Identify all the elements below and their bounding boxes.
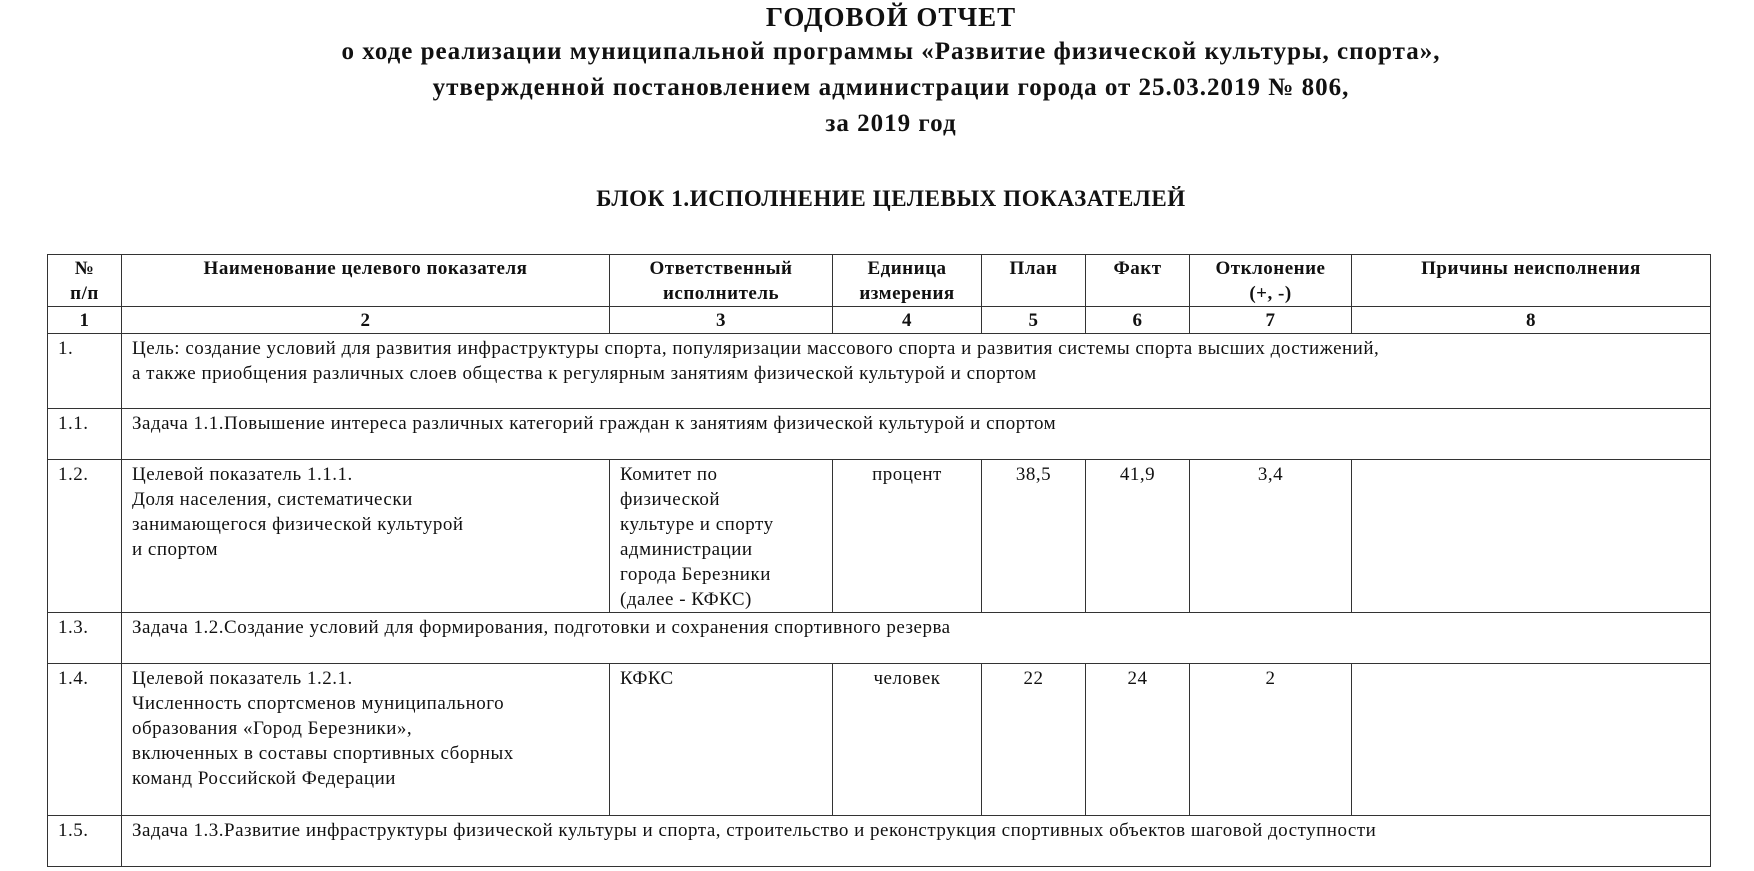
goal-text: Цель: создание условий для развития инфраструктуры спорта, популяризации массового спорта и развития системы спорта высших достижений, а также приобщения различных слоев общества к регулярным занятиям физической культурой и спортом <box>122 334 1711 409</box>
row-number: 1.2. <box>48 460 122 613</box>
indicator-plan: 22 <box>982 664 1086 816</box>
column-number: 3 <box>610 307 833 334</box>
indicator-fact: 24 <box>1086 664 1190 816</box>
row-number: 1.1. <box>48 409 122 460</box>
row-number: 1.5. <box>48 816 122 867</box>
report-subtitle-line-1: о ходе реализации муниципальной программы «Развитие физической культуры, спорта», <box>341 38 1441 65</box>
table-row-indicator <box>48 460 1711 613</box>
table-row-task <box>48 816 1711 867</box>
report-title: ГОДОВОЙ ОТЧЕТ <box>765 2 1017 32</box>
col-header-indicator-name: Наименование целевого показателя <box>122 255 610 307</box>
col-header-unit: Единица измерения <box>833 255 982 307</box>
indicators-table <box>47 254 1711 867</box>
table-row-indicator <box>48 664 1711 816</box>
column-number: 1 <box>48 307 122 334</box>
col-header-plan: План <box>982 255 1086 307</box>
column-number: 5 <box>982 307 1086 334</box>
col-header-number: № п/п <box>48 255 122 307</box>
col-header-deviation: Отклонение (+, -) <box>1190 255 1352 307</box>
column-number: 6 <box>1086 307 1190 334</box>
report-subtitle-line-2: утвержденной постановлением администрации города от 25.03.2019 № 806, <box>432 74 1350 101</box>
row-number: 1.4. <box>48 664 122 816</box>
column-numbers-row <box>48 307 1711 334</box>
col-header-executor: Ответственный исполнитель <box>610 255 833 307</box>
column-number: 8 <box>1352 307 1711 334</box>
indicator-executor: КФКС <box>610 664 833 816</box>
indicator-deviation: 3,4 <box>1190 460 1352 613</box>
column-number: 7 <box>1190 307 1352 334</box>
row-number: 1.3. <box>48 613 122 664</box>
table-row-task <box>48 613 1711 664</box>
indicator-unit: человек <box>833 664 982 816</box>
indicator-name: Целевой показатель 1.1.1. Доля населения, систематически занимающегося физической культурой и спортом <box>122 460 610 613</box>
indicator-reasons <box>1352 460 1711 613</box>
task-text: Задача 1.1.Повышение интереса различных категорий граждан к занятиям физической культурой и спортом <box>122 409 1711 460</box>
col-header-reasons: Причины неисполнения <box>1352 255 1711 307</box>
column-number: 2 <box>122 307 610 334</box>
task-text: Задача 1.2.Создание условий для формирования, подготовки и сохранения спортивного резерва <box>122 613 1711 664</box>
indicator-fact: 41,9 <box>1086 460 1190 613</box>
column-number: 4 <box>833 307 982 334</box>
col-header-fact: Факт <box>1086 255 1190 307</box>
report-header <box>0 0 1754 142</box>
table-row-task <box>48 409 1711 460</box>
indicator-name: Целевой показатель 1.2.1. Численность спортсменов муниципального образования «Город Березники», включенных в составы спортивных сборных команд Российской Федерации <box>122 664 610 816</box>
indicator-reasons <box>1352 664 1711 816</box>
table-header-row <box>48 255 1711 307</box>
indicator-plan: 38,5 <box>982 460 1086 613</box>
indicator-deviation: 2 <box>1190 664 1352 816</box>
report-subtitle-line-3: за 2019 год <box>825 110 957 137</box>
indicator-unit: процент <box>833 460 982 613</box>
row-number: 1. <box>48 334 122 409</box>
block-title: БЛОК 1.ИСПОЛНЕНИЕ ЦЕЛЕВЫХ ПОКАЗАТЕЛЕЙ <box>596 186 1186 211</box>
task-text: Задача 1.3.Развитие инфраструктуры физической культуры и спорта, строительство и реконструкция спортивных объектов шаговой доступности <box>122 816 1711 867</box>
indicator-executor: Комитет по физической культуре и спорту администрации города Березники (далее - КФКС) <box>610 460 833 613</box>
table-row-goal <box>48 334 1711 409</box>
